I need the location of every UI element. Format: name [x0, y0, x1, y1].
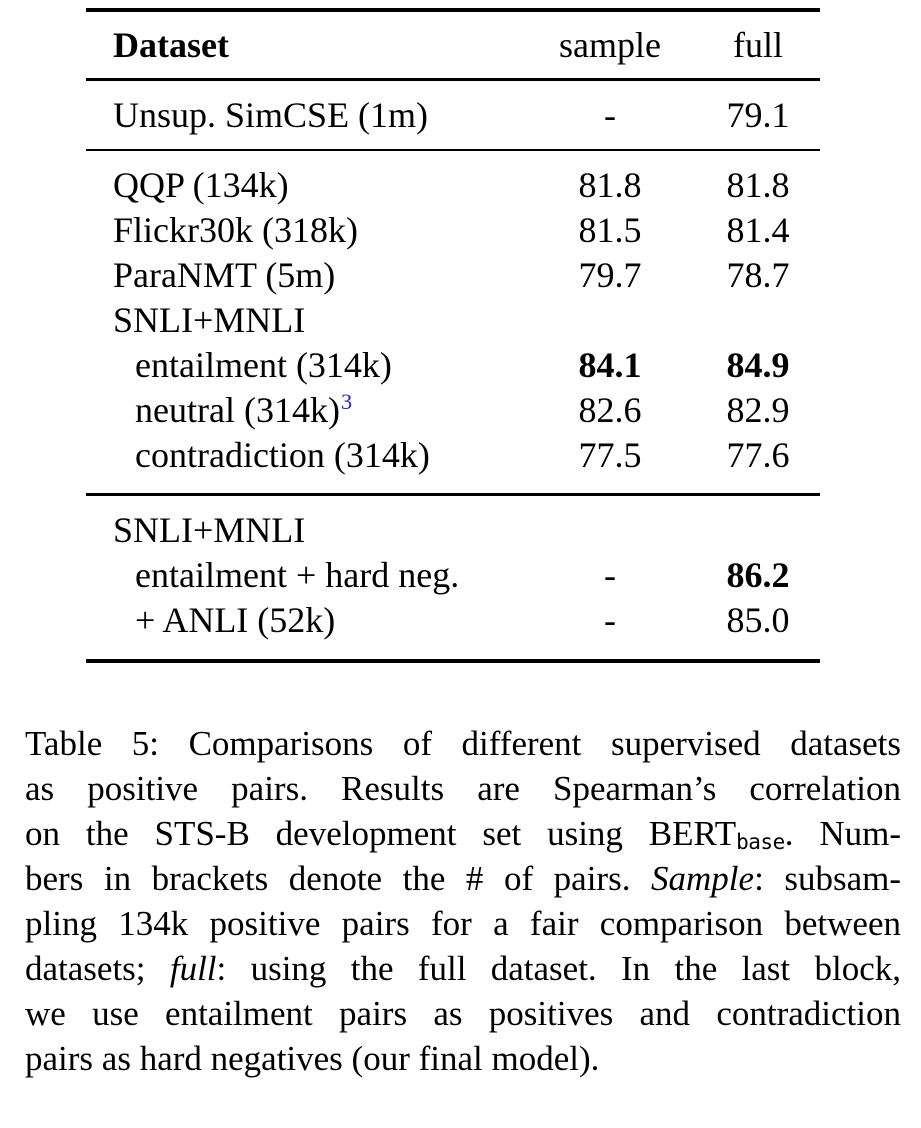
caption-line-5: pling 134k positive pairs for a fair comparison between: [25, 903, 901, 943]
full-value: 82.9: [726, 389, 790, 430]
row-label: QQP (134k): [113, 164, 289, 205]
sample-value: 81.5: [578, 209, 642, 250]
table-row: [86, 432, 820, 477]
full-value: 84.9: [726, 344, 790, 385]
caption-line-6: [25, 946, 901, 991]
table-row: [86, 297, 820, 342]
table-row: [86, 553, 820, 598]
full-value: 86.2: [726, 555, 790, 595]
results-table: [86, 8, 820, 663]
sample-value: -: [604, 600, 616, 640]
table-row: [86, 508, 820, 553]
table-block-final-model: [86, 496, 820, 659]
caption-line-7: we use entailment pairs as positives and contradiction: [25, 993, 901, 1033]
caption-text: . Num-: [784, 813, 901, 853]
caption-text: : subsam-: [754, 858, 901, 898]
bert-base-subscript: base: [736, 829, 785, 854]
sample-value: 77.5: [578, 434, 642, 475]
full-value: 77.6: [726, 434, 790, 475]
caption-text: datasets;: [25, 948, 170, 988]
table-block-unsupervised: [86, 81, 820, 149]
row-label: contradiction (314k): [135, 434, 430, 475]
table-bottom-rule: [86, 659, 820, 663]
row-label: ParaNMT (5m): [113, 254, 336, 295]
column-header-sample: sample: [559, 25, 661, 65]
caption-text: bers in brackets denote the # of pairs.: [25, 858, 652, 898]
table-row: [86, 252, 820, 297]
sample-value: 84.1: [578, 344, 642, 385]
caption-line-1: Table 5: Comparisons of different supervised datasets: [25, 723, 901, 763]
row-label: [86, 389, 524, 431]
caption-line-2: as positive pairs. Results are Spearman’s correlation: [25, 768, 901, 808]
caption-line-8: pairs as hard negatives (our final model).: [25, 1038, 600, 1078]
full-value: 81.4: [726, 209, 790, 250]
sample-value: -: [604, 555, 616, 595]
row-label: Flickr30k (318k): [113, 209, 358, 250]
sample-value: -: [604, 94, 616, 135]
sample-italic: Sample: [651, 858, 755, 898]
table-row: [86, 342, 820, 387]
full-value: 81.8: [726, 164, 790, 205]
row-label: Unsup. SimCSE (1m): [113, 94, 429, 135]
column-header-full: full: [733, 25, 783, 65]
column-header-dataset: Dataset: [113, 25, 229, 65]
table-row: [86, 598, 820, 643]
table-header-row: [86, 12, 820, 78]
table-row: [86, 207, 820, 252]
row-label: entailment (314k): [135, 344, 392, 385]
full-value: 79.1: [726, 94, 790, 135]
full-italic: full: [169, 948, 217, 988]
footnote-marker: 3: [340, 389, 353, 415]
caption-text: on the STS-B development set using BERT: [25, 813, 737, 853]
table-row: [86, 387, 820, 432]
sample-value: 79.7: [578, 254, 642, 295]
sample-value: 81.8: [578, 164, 642, 205]
caption-text: : using the full dataset. In the last block,: [216, 948, 901, 988]
row-label: SNLI+MNLI: [113, 510, 306, 550]
caption-line-4: [25, 856, 901, 901]
row-label-text: neutral (314k): [135, 389, 340, 430]
row-label: SNLI+MNLI: [113, 299, 306, 340]
sample-value: 82.6: [578, 389, 642, 430]
caption-line-3: [25, 811, 901, 856]
table-block-supervised: [86, 151, 820, 493]
row-label: entailment + hard neg.: [135, 555, 460, 595]
full-value: 78.7: [726, 254, 790, 295]
table-caption: [25, 721, 901, 1081]
table-row: [86, 162, 820, 207]
table-row: [86, 81, 820, 149]
full-value: 85.0: [726, 600, 790, 640]
row-label: + ANLI (52k): [135, 600, 336, 640]
